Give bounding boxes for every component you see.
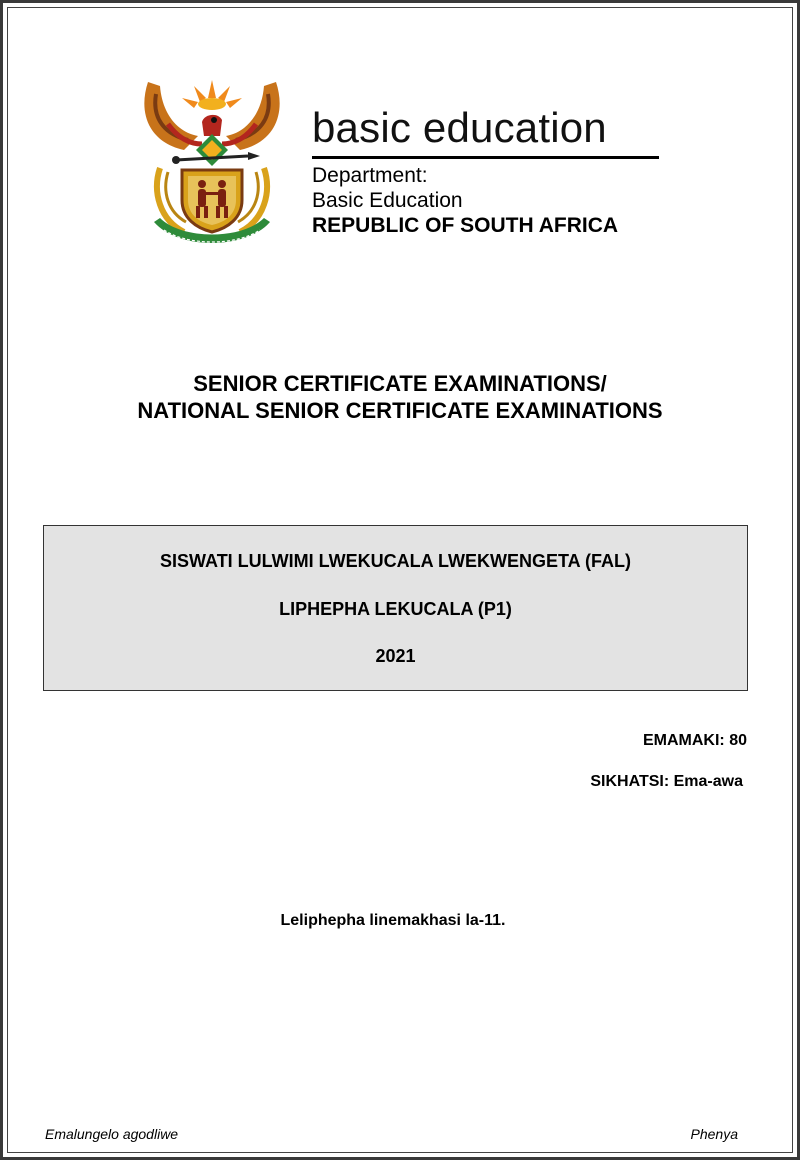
exam-heading-line-1: SENIOR CERTIFICATE EXAMINATIONS/ — [193, 371, 607, 396]
exam-year: 2021 — [375, 646, 416, 666]
department-label: Department: — [312, 164, 428, 187]
turn-over-note: Phenya — [690, 1126, 738, 1142]
country-name: REPUBLIC OF SOUTH AFRICA — [312, 214, 619, 237]
department-name: Basic Education — [312, 189, 463, 212]
coat-of-arms-icon — [138, 72, 286, 252]
exam-heading-line-2: NATIONAL SENIOR CERTIFICATE EXAMINATIONS — [137, 398, 663, 423]
page-count-note: Leliphepha linemakhasi la-11. — [280, 912, 506, 929]
paper-name: LIPHEPHA LEKUCALA (P1) — [279, 599, 512, 619]
marks-label: EMAMAKI: 80 — [642, 732, 747, 749]
brand-title: basic education — [312, 104, 607, 151]
brand-divider — [312, 156, 659, 159]
subject-box — [43, 525, 748, 691]
brand-block — [312, 104, 672, 239]
subject-name: SISWATI LULWIMI LWEKUCALA LWEKWENGETA (FAL) — [160, 551, 631, 571]
copyright-note: Emalungelo agodliwe — [45, 1126, 179, 1142]
time-label: SIKHATSI: Ema-awa — [590, 773, 743, 790]
exam-heading — [0, 370, 800, 424]
